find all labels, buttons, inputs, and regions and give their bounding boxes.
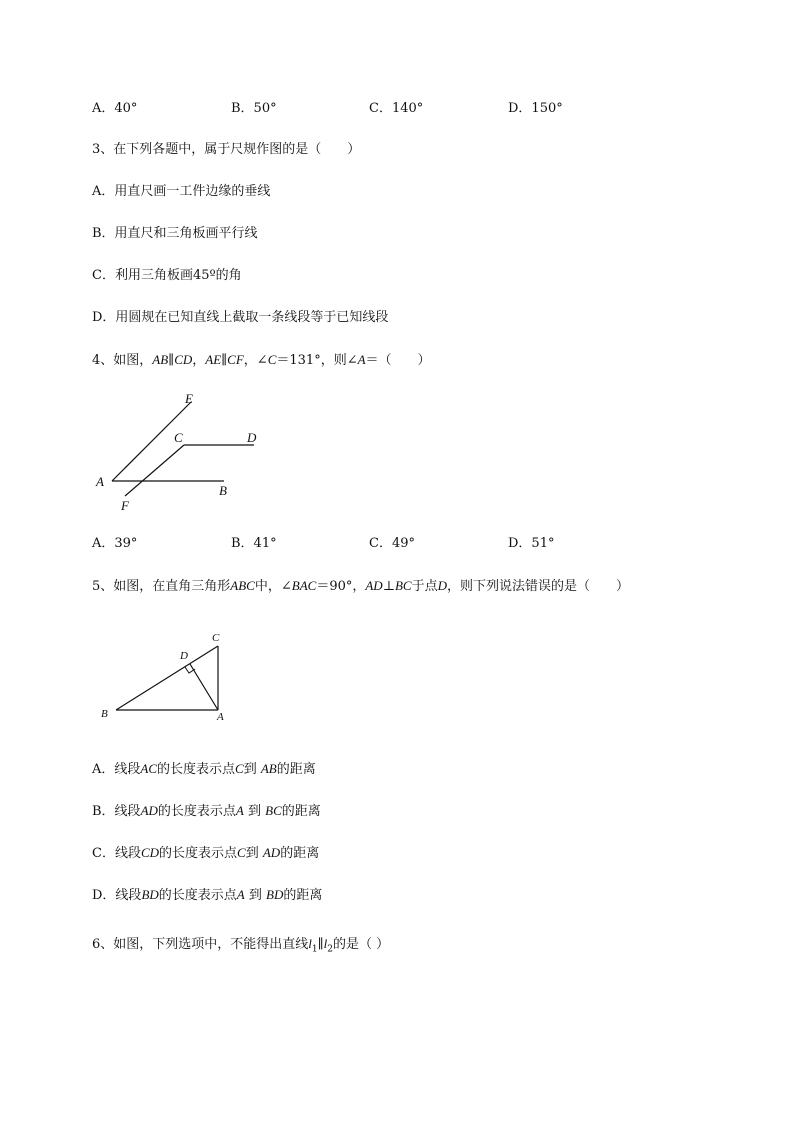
q5-option-text: C．线段 bbox=[92, 846, 141, 861]
q5-stem-math: D bbox=[437, 578, 447, 593]
q5-figure bbox=[95, 626, 235, 726]
q5-option-text: B．线段 bbox=[92, 804, 141, 819]
q4-option-a: A．39° bbox=[92, 536, 138, 551]
q3-option-b: B．用直尺和三角板画平行线 bbox=[92, 226, 258, 241]
q6-stem bbox=[92, 935, 389, 959]
q5-option-text: 的距离 bbox=[276, 762, 316, 777]
q5-option-math: A bbox=[236, 887, 245, 902]
q4-label-e: E bbox=[185, 391, 193, 406]
q5-option-math: AD bbox=[140, 803, 158, 818]
q4-label-b: B bbox=[219, 483, 227, 498]
q6-stem-symbol: ∥ bbox=[317, 937, 324, 952]
q4-stem-math: A bbox=[357, 352, 366, 367]
q5-label-d: D bbox=[180, 650, 188, 662]
q4-stem-text: ，∠ bbox=[243, 353, 268, 368]
q5-side-bc bbox=[116, 646, 218, 710]
q5-option-math: CD bbox=[140, 845, 160, 860]
q5-altitude-ad bbox=[190, 664, 218, 710]
q5-stem-symbol: ⊥ bbox=[382, 579, 395, 594]
q4-stem-math: C bbox=[267, 352, 277, 367]
q5-option-math: C bbox=[237, 845, 246, 860]
q5-option-math: AB bbox=[260, 761, 277, 776]
q4-stem-math: AB bbox=[152, 352, 169, 367]
q5-stem-text: ，则下列说法错误的是（ ） bbox=[446, 579, 629, 594]
q5-label-c: C bbox=[212, 632, 220, 644]
q4-label-a: A bbox=[96, 474, 104, 489]
q4-label-c: C bbox=[174, 430, 183, 445]
q6-stem-math: l bbox=[323, 936, 328, 951]
q4-stem-math: CF bbox=[227, 352, 244, 367]
q5-label-b: B bbox=[101, 708, 108, 720]
q5-stem-math: AD bbox=[365, 578, 383, 593]
q2-option-a: A．40° bbox=[92, 101, 138, 116]
q5-option-text: 到 bbox=[243, 762, 257, 777]
q5-option-c bbox=[92, 844, 319, 863]
q5-option-text: 到 bbox=[248, 804, 262, 819]
q5-option-d bbox=[92, 886, 322, 905]
q5-right-angle-mark bbox=[185, 667, 195, 673]
q2-option-c: C．140° bbox=[369, 101, 424, 116]
q6-stem-subscript: 1 bbox=[311, 944, 318, 955]
q4-option-b: B．41° bbox=[231, 536, 277, 551]
q6-stem-subscript: 2 bbox=[327, 944, 334, 955]
q5-stem-text: 中，∠ bbox=[254, 579, 292, 594]
q5-stem-text: 5、如图，在直角三角形 bbox=[92, 579, 231, 594]
q4-stem-math: AE bbox=[205, 352, 222, 367]
q5-stem-text: ＝90°， bbox=[316, 579, 366, 594]
q4-stem-math: CD bbox=[174, 352, 193, 367]
q5-option-text: 的距离 bbox=[283, 888, 323, 903]
q5-option-text: 的距离 bbox=[280, 846, 320, 861]
q5-stem-math: ABC bbox=[230, 578, 255, 593]
q5-stem-math: BC bbox=[394, 578, 412, 593]
q3-stem: 3、在下列各题中，属于尺规作图的是（ ） bbox=[92, 142, 361, 157]
q5-option-text: 的长度表示点 bbox=[157, 804, 236, 819]
q5-option-b bbox=[92, 802, 321, 821]
q5-stem-text: 于点 bbox=[411, 579, 438, 594]
q5-option-math: BD bbox=[266, 887, 284, 902]
q5-option-math: A bbox=[235, 803, 244, 818]
q3-option-a: A．用直尺画一工件边缘的垂线 bbox=[92, 184, 271, 199]
q5-option-text: 的长度表示点 bbox=[157, 762, 236, 777]
q5-option-a bbox=[92, 760, 316, 779]
q5-option-text: 的长度表示点 bbox=[158, 888, 237, 903]
q4-option-d: D．51° bbox=[508, 536, 555, 551]
q4-label-f: F bbox=[121, 498, 129, 513]
q4-stem-text: ＝（ ） bbox=[365, 353, 431, 368]
q4-stem-text: ＝131°，则∠ bbox=[276, 353, 358, 368]
q4-stem-text: 4、如图， bbox=[92, 353, 153, 368]
q5-stem bbox=[92, 577, 629, 596]
q5-option-text: 到 bbox=[248, 888, 262, 903]
q4-stem-text: ， bbox=[192, 353, 206, 368]
q5-option-text: 到 bbox=[245, 846, 259, 861]
q4-line-cf bbox=[125, 445, 184, 496]
q4-stem-symbol: ∥ bbox=[221, 353, 228, 368]
q2-option-d: D．150° bbox=[508, 101, 563, 116]
q6-stem-text: 的是（ ） bbox=[333, 937, 390, 952]
q5-option-math: AD bbox=[262, 845, 281, 860]
q5-option-math: AC bbox=[140, 761, 158, 776]
q4-option-c: C．49° bbox=[369, 536, 415, 551]
q5-option-text: 的距离 bbox=[281, 804, 321, 819]
q4-figure bbox=[88, 388, 268, 518]
q4-stem-symbol: ∥ bbox=[168, 353, 175, 368]
q5-option-text: A．线段 bbox=[92, 762, 141, 777]
q6-stem-math: l bbox=[308, 936, 312, 951]
q5-option-text: D．线段 bbox=[92, 888, 142, 903]
q3-option-d: D．用圆规在已知直线上截取一条线段等于已知线段 bbox=[92, 310, 389, 325]
q4-stem bbox=[92, 351, 431, 370]
q5-label-a: A bbox=[217, 711, 224, 723]
q2-option-b: B．50° bbox=[231, 101, 277, 116]
q6-stem-text: 6、如图，下列选项中，不能得出直线 bbox=[92, 937, 309, 952]
q5-stem-math: BAC bbox=[291, 578, 317, 593]
q5-option-math: BC bbox=[265, 803, 282, 818]
q3-option-c: C．利用三角板画45º的角 bbox=[92, 268, 242, 283]
q5-option-math: BD bbox=[141, 887, 159, 902]
q4-label-d: D bbox=[247, 430, 257, 445]
q5-option-math: C bbox=[235, 761, 244, 776]
q5-option-text: 的长度表示点 bbox=[159, 846, 238, 861]
